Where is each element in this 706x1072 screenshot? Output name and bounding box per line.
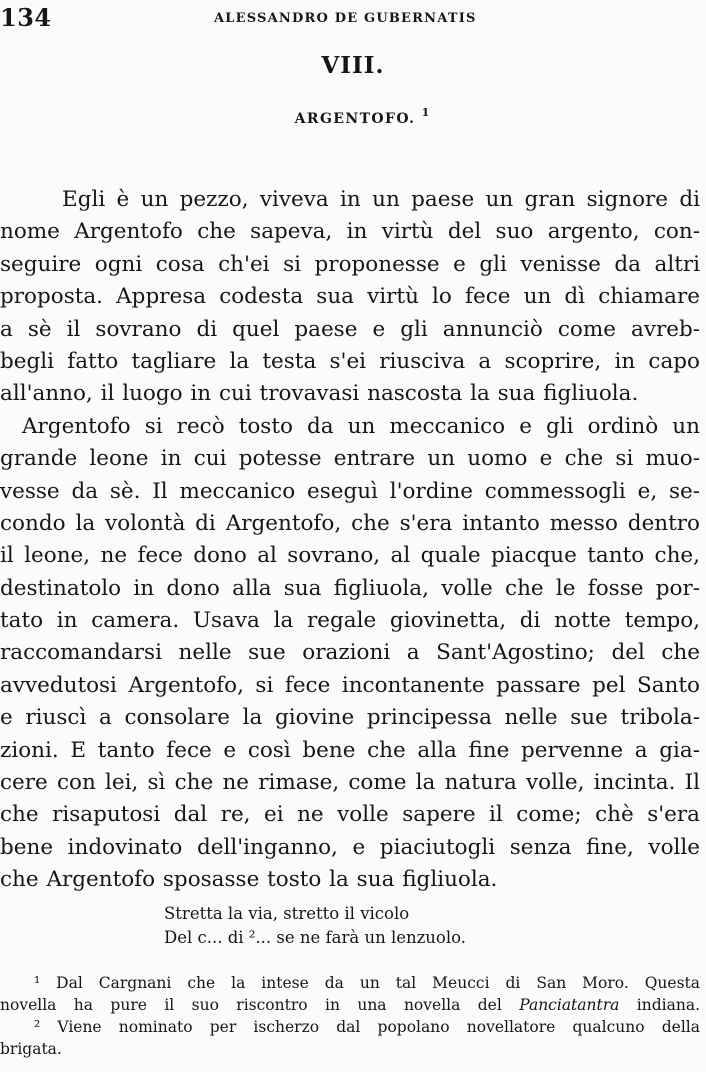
text-line: seguire ogni cosa ch'ei si proponesse e gli venisse da altri (0, 251, 700, 277)
verse-line-1: Stretta la via, stretto il vicolo (164, 904, 410, 923)
text-line: bene indovinato dell'inganno, e piaciutogli senza fine, volle (0, 834, 700, 860)
text-line: che risaputosi dal re, ei ne volle sapere il come; chè s'era (0, 802, 700, 828)
running-head: ALESSANDRO DE GUBERNATIS (214, 11, 477, 26)
text-line: grande leone in cui potesse entrare un uomo e che si muo- (0, 446, 700, 472)
page-number: 134 (0, 3, 52, 32)
footnotes (0, 972, 700, 1060)
text-line: proposta. Appresa codesta sua virtù lo fece un dì chiamare (0, 284, 700, 310)
chapter-title: ARGENTOFO. (294, 111, 416, 127)
footnote-2-line-2: brigata. (0, 1040, 62, 1058)
text-line: zioni. E tanto fece e così bene che alla fine pervenne a gia- (0, 737, 700, 763)
page-header (0, 3, 706, 31)
text-line: cere con lei, sì che ne rimase, come la natura volle, incinta. Il (0, 770, 700, 796)
text-line: begli fatto tagliare la testa s'ei riusciva a scoprire, in capo (0, 348, 700, 374)
text-line: tato in camera. Usava la regale giovinetta, di notte tempo, (0, 608, 700, 634)
text-line: raccomandarsi nelle sue orazioni a Sant'Agostino; del che (0, 640, 700, 666)
text-line: Argentofo si recò tosto da un meccanico e gli ordinò un (22, 413, 700, 439)
text-line: Egli è un pezzo, viveva in un paese un gran signore di (62, 187, 700, 212)
footnote-1-line-2 (0, 994, 700, 1016)
verse-line-2: Del c... di ²... se ne farà un lenzuolo. (164, 928, 467, 947)
text-line: avvedutosi Argentofo, si fece incontanente passare pel Santo (0, 672, 700, 698)
chapter-title-block (0, 106, 706, 127)
story-text (0, 184, 700, 897)
text-line: a sè il sovrano di quel paese e gli annunciò come avreb- (0, 316, 700, 342)
title-footnote-mark: 1 (421, 106, 430, 119)
text-line: condo la volontà di Argentofo, che s'era intanto messo dentro (0, 510, 700, 536)
text-line: il leone, ne fece dono al sovrano, al quale piacque tanto che, (0, 543, 700, 569)
footnote-2-line-1: ² Viene nominato per ischerzo dal popolano novellatore qualcuno della (34, 1018, 700, 1036)
footnote-text: novella ha pure il suo riscontro in una novella del (0, 996, 520, 1014)
text-line: e riuscì a consolare la giovine principessa nelle sue tribola- (0, 705, 700, 731)
chapter-number: VIII. (321, 52, 385, 79)
verse-block (0, 902, 706, 950)
text-line: nome Argentofo che sapeva, in virtù del suo argento, con- (0, 219, 700, 245)
text-line: all'anno, il luogo in cui trovavasi nascosta la sua figliuola. (0, 381, 639, 407)
text-line: che Argentofo sposasse tosto la sua figliuola. (0, 867, 498, 893)
footnote-italic-title: Panciatantra (519, 996, 620, 1014)
footnote-1-line-1: ¹ Dal Cargnani che la intese da un tal Meucci di San Moro. Questa (34, 974, 700, 992)
text-line: destinatolo in dono alla sua figliuola, volle che le fosse por- (0, 575, 700, 601)
footnote-text: indiana. (619, 996, 700, 1014)
text-line: vesse da sè. Il meccanico eseguì l'ordine commessogli e, se- (0, 478, 700, 504)
